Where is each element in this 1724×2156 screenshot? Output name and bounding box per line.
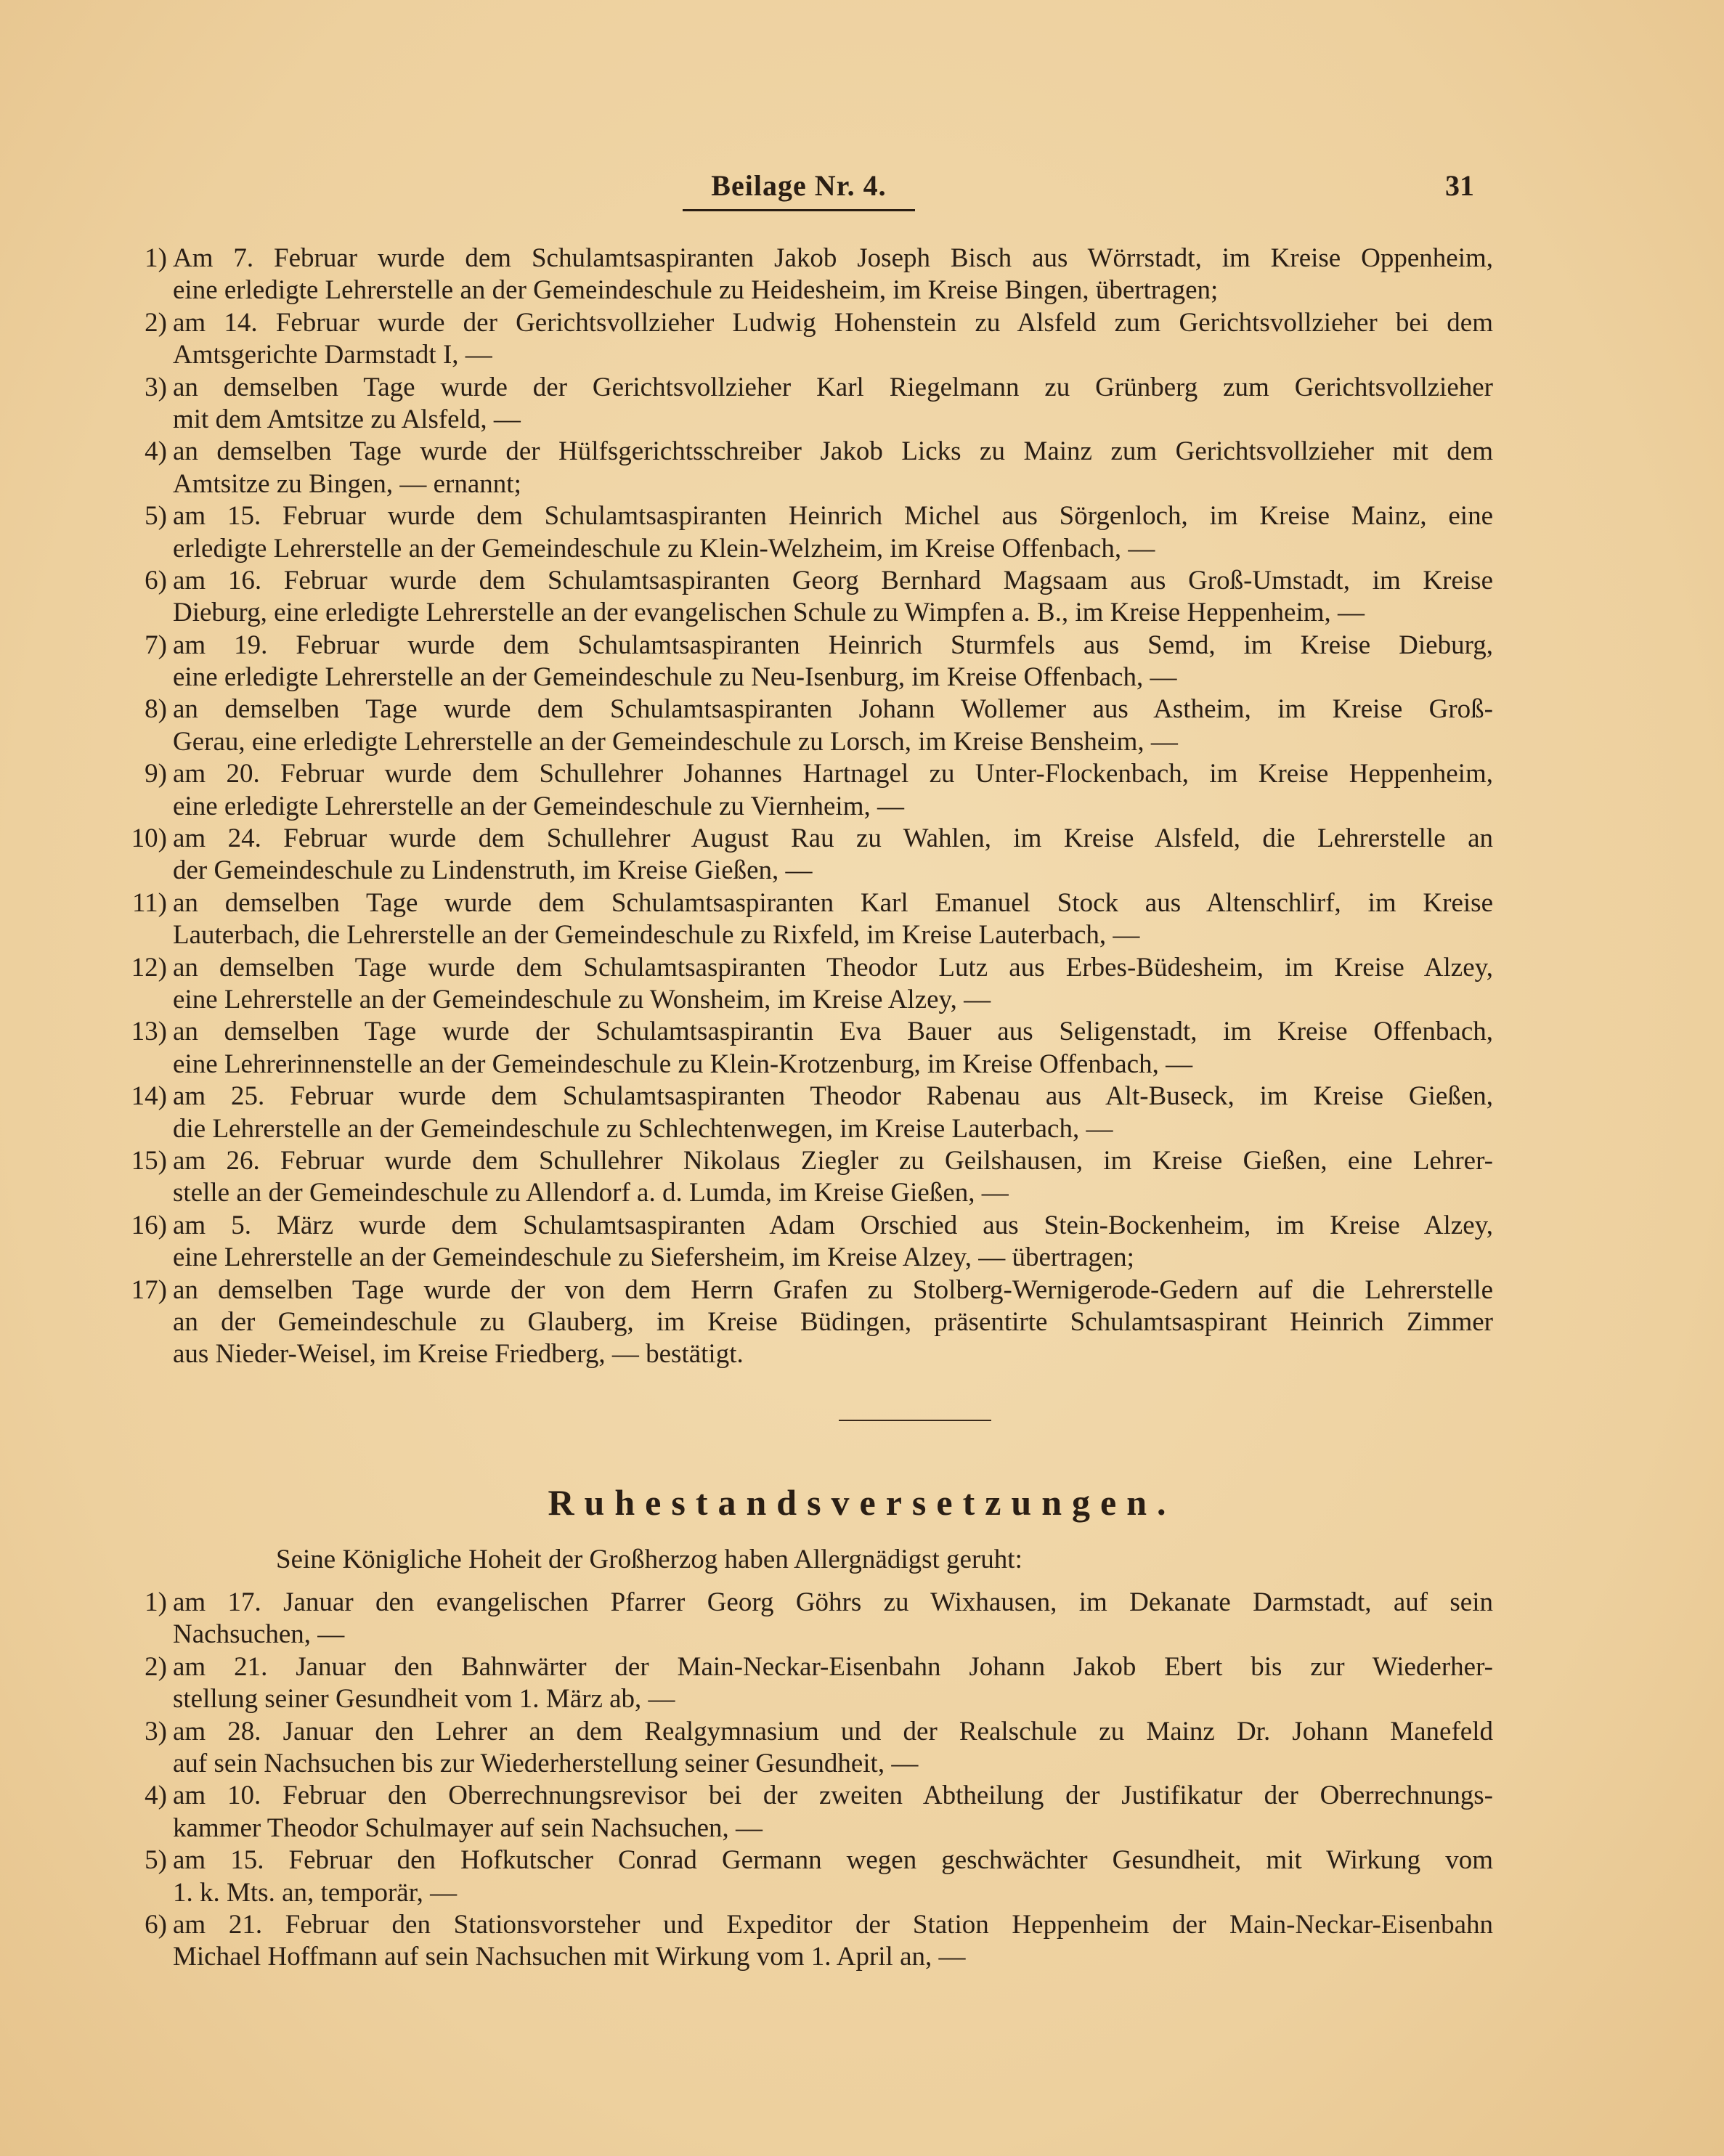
- item-text-line: Am 7. Februar wurde dem Schulamtsaspiranten Jakob Joseph Bisch aus Wörrstadt, im Kreise Oppenheim,: [173, 243, 1493, 273]
- item-text-line: auf sein Nachsuchen bis zur Wiederherstellung seiner Gesundheit, —: [173, 1748, 919, 1778]
- item-text-line: stelle an der Gemeindeschule zu Allendorf a. d. Lumda, im Kreise Gießen, —: [173, 1178, 1009, 1208]
- list-item: [116, 1651, 1493, 1716]
- list-item: [116, 1274, 1493, 1371]
- item-number: 9): [145, 759, 167, 789]
- item-text-line: Michael Hoffmann auf sein Nachsuchen mit Wirkung vom 1. April an, —: [173, 1942, 966, 1972]
- list-item: [116, 307, 1493, 372]
- item-text-line: eine erledigte Lehrerstelle an der Gemeindeschule zu Heidesheim, im Kreise Bingen, übertragen;: [173, 275, 1219, 306]
- item-text-line: am 28. Januar den Lehrer an dem Realgymnasium und der Realschule zu Mainz Dr. Johann Manefeld: [173, 1716, 1493, 1746]
- list-item: [116, 630, 1493, 694]
- item-text-line: erledigte Lehrerstelle an der Gemeindeschule zu Klein-Welzheim, im Kreise Offenbach, —: [173, 533, 1155, 564]
- item-text-line: Amtsitze zu Bingen, — ernannt;: [173, 468, 521, 499]
- item-text-line: Lauterbach, die Lehrerstelle an der Gemeindeschule zu Rixfeld, im Kreise Lauterbach, —: [173, 920, 1140, 951]
- list-item: [116, 1016, 1493, 1081]
- list-item: [116, 1210, 1493, 1274]
- item-text-line: am 5. März wurde dem Schulamtsaspiranten Adam Orschied aus Stein-Bockenheim, im Kreise Alzey,: [173, 1210, 1493, 1240]
- list-item: [116, 1587, 1493, 1651]
- item-text-line: am 15. Februar wurde dem Schulamtsaspiranten Heinrich Michel aus Sörgenloch, im Kreise Mainz, eine: [173, 501, 1493, 532]
- item-number: 13): [131, 1017, 167, 1047]
- item-text-line: Dieburg, eine erledigte Lehrerstelle an der evangelischen Schule zu Wimpfen a. B., im Kreise Heppenheim, —: [173, 598, 1365, 628]
- item-text-line: an demselben Tage wurde dem Schulamtsaspiranten Theodor Lutz aus Erbes-Büdesheim, im Kreise Alzey,: [173, 952, 1493, 983]
- list-item: [116, 1716, 1493, 1781]
- item-text-line: am 16. Februar wurde dem Schulamtsaspiranten Georg Bernhard Magsaam aus Groß-Umstadt, im Kreise: [173, 565, 1493, 595]
- list-item: [116, 1081, 1493, 1145]
- item-text-line: eine erledigte Lehrerstelle an der Gemeindeschule zu Neu-Isenburg, im Kreise Offenbach, —: [173, 662, 1177, 693]
- item-number: 6): [145, 1909, 167, 1940]
- item-text-line: am 19. Februar wurde dem Schulamtsaspiranten Heinrich Sturmfels aus Semd, im Kreise Dieburg,: [173, 630, 1493, 660]
- list-item: [116, 1780, 1493, 1844]
- item-text-line: mit dem Amtsitze zu Alsfeld, —: [173, 404, 521, 434]
- list-item: [116, 823, 1493, 887]
- list-item: [116, 500, 1493, 565]
- item-text-line: Nachsuchen, —: [173, 1619, 345, 1650]
- list-item: [116, 758, 1493, 823]
- item-text-line: eine Lehrerstelle an der Gemeindeschule zu Siefersheim, im Kreise Alzey, — übertragen;: [173, 1242, 1134, 1273]
- item-text-line: an demselben Tage wurde der Schulamtsaspirantin Eva Bauer aus Seligenstadt, im Kreise Offenbach,: [173, 1017, 1493, 1047]
- item-number: 10): [131, 823, 167, 854]
- item-number: 17): [131, 1274, 167, 1305]
- item-number: 1): [145, 243, 167, 273]
- list-item: [116, 372, 1493, 436]
- item-number: 15): [131, 1145, 167, 1176]
- list-item: [116, 952, 1493, 1017]
- item-number: 16): [131, 1210, 167, 1240]
- item-number: 2): [145, 1651, 167, 1682]
- item-number: 8): [145, 694, 167, 725]
- retirements-list: [116, 1587, 1493, 1974]
- list-item: [116, 1145, 1493, 1210]
- list-item: [116, 243, 1493, 307]
- item-number: 7): [145, 630, 167, 660]
- item-text-line: am 26. Februar wurde dem Schullehrer Nikolaus Ziegler zu Geilshausen, im Kreise Gießen, eine Lehrer-: [173, 1145, 1493, 1176]
- item-text-line: am 17. Januar den evangelischen Pfarrer Georg Göhrs zu Wixhausen, im Dekanate Darmstadt, auf sein: [173, 1587, 1493, 1617]
- item-text-line: am 21. Februar den Stationsvorsteher und Expeditor der Station Heppenheim der Main-Neckar-Eisenbahn: [173, 1909, 1493, 1940]
- item-text-line: an demselben Tage wurde der Hülfsgerichtsschreiber Jakob Licks zu Mainz zum Gerichtsvollzieher mit dem: [173, 436, 1493, 467]
- item-text-line: am 24. Februar wurde dem Schullehrer August Rau zu Wahlen, im Kreise Alsfeld, die Lehrerstelle an: [173, 823, 1493, 854]
- list-item: [116, 1844, 1493, 1909]
- item-text-line: eine Lehrerstelle an der Gemeindeschule zu Wonsheim, im Kreise Alzey, —: [173, 984, 991, 1014]
- section-divider: [839, 1420, 991, 1421]
- item-text-line: am 10. Februar den Oberrechnungsrevisor bei der zweiten Abtheilung der Justifikatur der Oberrechnungs-: [173, 1781, 1493, 1811]
- list-item: [116, 693, 1493, 758]
- page-number: 31: [1445, 169, 1474, 202]
- item-text-line: an demselben Tage wurde der Gerichtsvollzieher Karl Riegelmann zu Grünberg zum Gerichtsvollzieher: [173, 372, 1493, 402]
- item-text-line: Amtsgerichte Darmstadt I, —: [173, 340, 492, 370]
- item-text-line: eine erledigte Lehrerstelle an der Gemeindeschule zu Viernheim, —: [173, 791, 904, 821]
- section-title: Ruhestandsversetzungen.: [548, 1482, 1176, 1523]
- item-text-line: am 20. Februar wurde dem Schullehrer Johannes Hartnagel zu Unter-Flockenbach, im Kreise Heppenheim,: [173, 759, 1493, 789]
- item-number: 12): [131, 952, 167, 983]
- item-text-line: an demselben Tage wurde dem Schulamtsaspiranten Karl Emanuel Stock aus Altenschlirf, im Kreise: [173, 887, 1493, 918]
- item-number: 11): [132, 887, 167, 918]
- item-number: 6): [145, 565, 167, 595]
- item-number: 4): [145, 1781, 167, 1811]
- item-text-line: an demselben Tage wurde der von dem Herrn Grafen zu Stolberg-Wernigerode-Gedern auf die Lehrerstelle: [173, 1274, 1493, 1305]
- list-item: [116, 1909, 1493, 1974]
- header-underline: [683, 209, 915, 211]
- item-number: 14): [131, 1081, 167, 1112]
- item-text-line: stellung seiner Gesundheit vom 1. März ab, —: [173, 1684, 675, 1714]
- list-item: [116, 887, 1493, 952]
- item-number: 3): [145, 372, 167, 402]
- item-number: 5): [145, 501, 167, 532]
- item-text-line: am 15. Februar den Hofkutscher Conrad Germann wegen geschwächter Gesundheit, mit Wirkung vom: [173, 1845, 1493, 1876]
- item-number: 1): [145, 1587, 167, 1617]
- item-text-line: am 25. Februar wurde dem Schulamtsaspiranten Theodor Rabenau aus Alt-Buseck, im Kreise Gießen,: [173, 1081, 1493, 1112]
- list-item: [116, 565, 1493, 630]
- header-title: Beilage Nr. 4.: [711, 169, 887, 202]
- section-intro: Seine Königliche Hoheit der Großherzog haben Allergnädigst geruht:: [276, 1545, 1022, 1574]
- item-text-line: am 14. Februar wurde der Gerichtsvollzieher Ludwig Hohenstein zu Alsfeld zum Gerichtsvollzieher bei dem: [173, 307, 1493, 338]
- item-text-line: kammer Theodor Schulmayer auf sein Nachsuchen, —: [173, 1813, 763, 1843]
- item-text-line: der Gemeindeschule zu Lindenstruth, im Kreise Gießen, —: [173, 855, 813, 886]
- item-number: 5): [145, 1845, 167, 1876]
- item-text-line: an der Gemeindeschule zu Glauberg, im Kreise Büdingen, präsentirte Schulamtsaspirant Heinrich Zimmer: [173, 1306, 1493, 1337]
- item-text-line: Gerau, eine erledigte Lehrerstelle an der Gemeindeschule zu Lorsch, im Kreise Bensheim, —: [173, 726, 1178, 757]
- item-text-line: aus Nieder-Weisel, im Kreise Friedberg, — bestätigt.: [173, 1339, 744, 1370]
- item-text-line: am 21. Januar den Bahnwärter der Main-Neckar-Eisenbahn Johann Jakob Ebert bis zur Wiederher-: [173, 1651, 1493, 1682]
- item-text-line: die Lehrerstelle an der Gemeindeschule zu Schlechtenwegen, im Kreise Lauterbach, —: [173, 1113, 1113, 1144]
- item-text-line: an demselben Tage wurde dem Schulamtsaspiranten Johann Wollemer aus Astheim, im Kreise Groß-: [173, 694, 1493, 725]
- item-number: 2): [145, 307, 167, 338]
- item-number: 3): [145, 1716, 167, 1746]
- item-number: 4): [145, 436, 167, 467]
- list-item: [116, 436, 1493, 500]
- item-text-line: 1. k. Mts. an, temporär, —: [173, 1877, 458, 1908]
- appointments-list: [116, 243, 1493, 1371]
- item-text-line: eine Lehrerinnenstelle an der Gemeindeschule zu Klein-Krotzenburg, im Kreise Offenbach, —: [173, 1049, 1193, 1079]
